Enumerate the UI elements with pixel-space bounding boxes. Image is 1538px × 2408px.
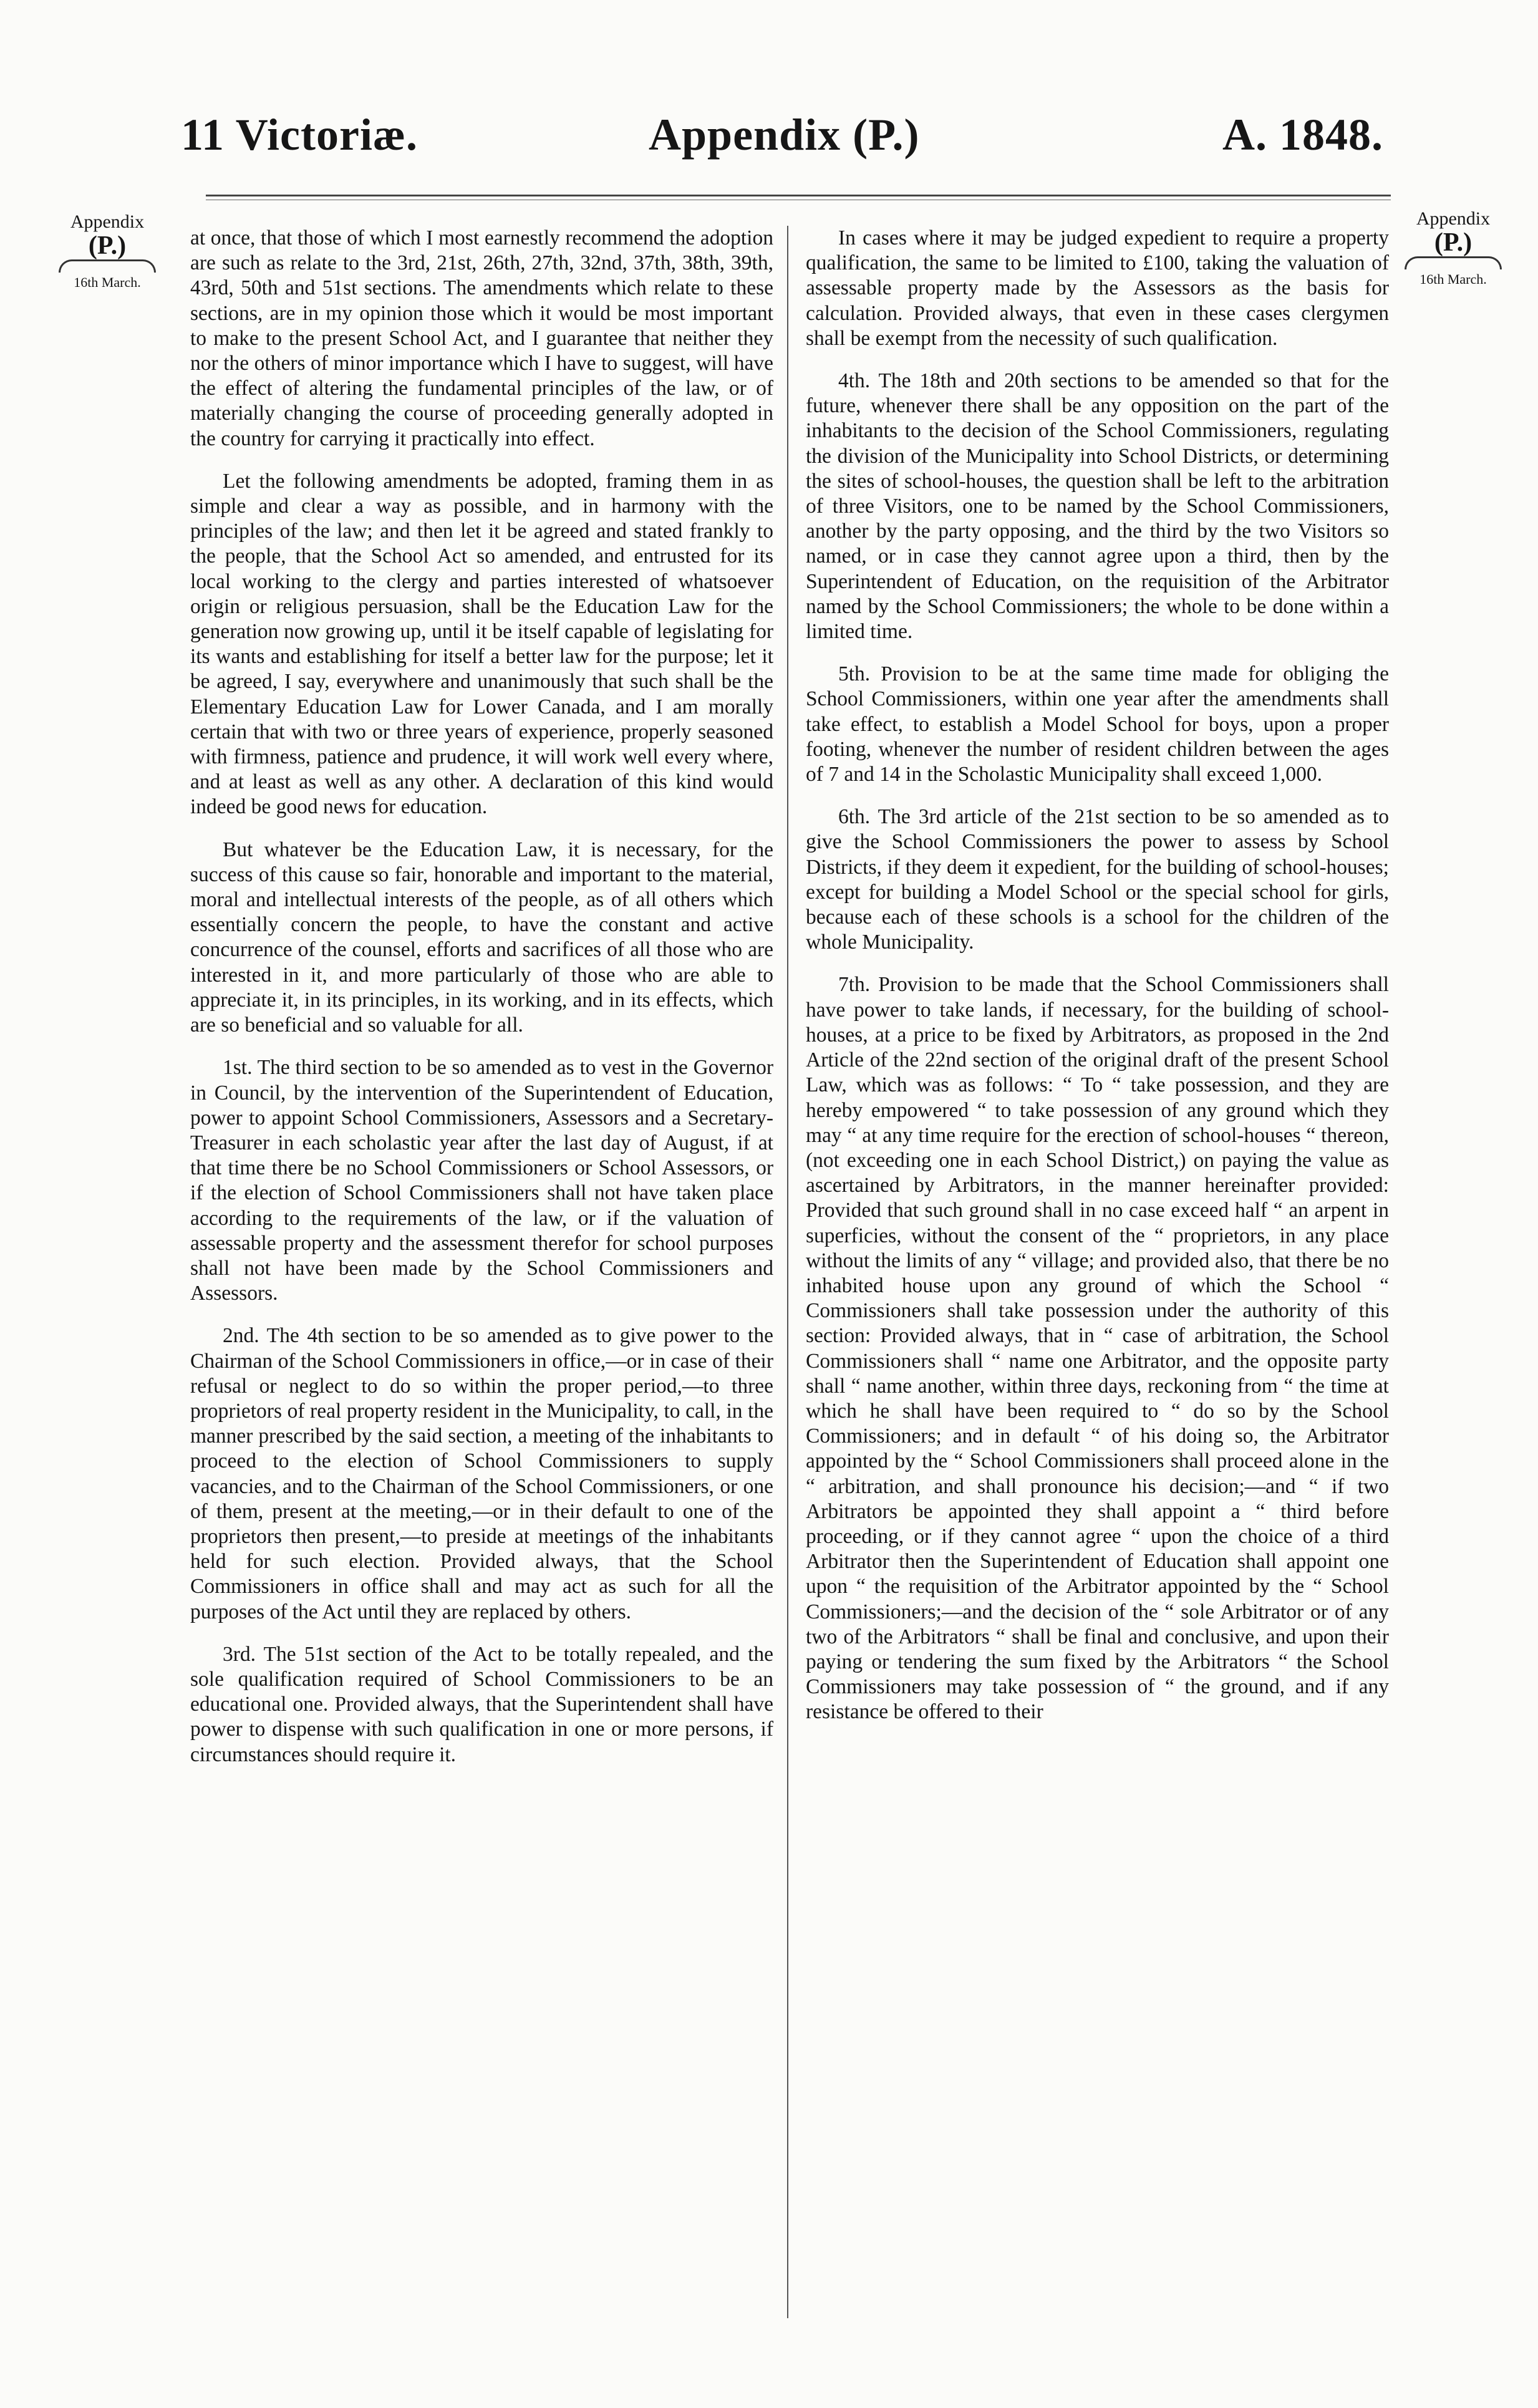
header-session: 11 Victoriæ. xyxy=(181,110,418,160)
header-year: A. 1848. xyxy=(1222,110,1383,160)
margin-brace xyxy=(1405,256,1502,269)
paragraph: In cases where it may be judged expedient to require a property qualification, the same to be limited to £100, taking the valuation of assessable property made by the Assessors as the basis for calculation. Provided always, that even in these cases clergymen shall be exempt from the necessity of such qualification. xyxy=(806,226,1389,350)
margin-date: 16th March. xyxy=(74,274,141,290)
paragraph-amendment-1: 1st. The third section to be so amended as to vest in the Governor in Council, by the intervention of the Superintendent of Education, power to appoint School Commissioners, Assessors and a Secretary-Treasurer in each scholastic year after the last day of August, if at that time there be no School Commissioners or School Assessors, or if the election of School Commissioners shall not have taken place according to the requirements of the law, or if the valuation of assessable property and the assessment therefor for school purposes shall not have been made by the School Commissioners and Assessors. xyxy=(190,1056,773,1305)
margin-appendix-label: Appendix xyxy=(1416,208,1491,229)
margin-section-label: (P.) xyxy=(88,231,127,260)
paragraph-amendment-7: 7th. Provision to be made that the School Commissioners shall have power to take lands, if necessary, for the building of school-houses, at a price to be fixed by Arbitrators, as proposed in the 2nd Article of the 22nd section of the original draft of the present School Law, which was as follows: “ To “ take possession, and they are hereby empowered “ to take possession of any ground which they may “ at any time require for the erection of school-houses “ thereon, (not exceeding one in each School District,) on paying the value as ascertained by Arbitrators, in the manner hereinafter provided: Provided that such ground shall in no case exceed half “ an arpent in superficies, without the consent of the “ proprietors, in any place without the limits of any “ village; and provided also, that there be no inhabited house upon any ground of which the School “ Commissioners shall take possession under the authority of this section: Provided always, that in “ case of arbitration, the School Commissioners shall “ name one Arbitrator, and the opposite party shall “ name another, within three days, reckoning from “ the time at which he shall have been required to “ do so by the School Commissioners; and in default “ of his doing so, the Arbitrator appointed by the “ School Commissioners shall proceed alone in the “ arbitration, and shall pronounce his decision;—and “ if two Arbitrators be appointed they shall appoint a “ third before proceeding, or if they cannot agree “ upon the choice of a third Arbitrator then the Superintendent of Education shall appoint one upon “ the requisition of the Arbitrator appointed by the “ School Commissioners;—and the decision of the “ sole Arbitrator or of any two of the Arbitrators “ shall be final and conclusive, and upon their paying or tendering the sum fixed by the Arbitrators “ the School Commissioners may take possession of “ the ground, and if any resistance be offered to their xyxy=(806,973,1389,1724)
margin-brace xyxy=(59,259,156,273)
paragraph: Let the following amendments be adopted, framing them in as simple and clear a way as possible, and in harmony with the principles of the law; and then let it be agreed and stated frankly to the people, that the School Act so amended, and entrusted for its local working to the clergy and parties interested of whatsoever origin or religious persuasion, shall be the Education Law for the generation now growing up, until it be itself capable of legislating for its wants and establishing for itself a better law for the purpose; let it be agreed, I say, everywhere and unanimously that such shall be the Elementary Education Law for Lower Canada, and I am morally certain that with two or three years of experience, properly seasoned with firmness, patience and prudence, it will work well every where, and at least as well as any other. A declaration of this kind would indeed be good news for education. xyxy=(190,469,773,819)
paragraph-amendment-5: 5th. Provision to be at the same time made for obliging the School Commissioners, within one year after the amendments shall take effect, to establish a Model School for boys, upon a proper footing, whenever the number of resident children between the ages of 7 and 14 in the Scholastic Municipality shall exceed 1,000. xyxy=(806,662,1389,786)
header-rule xyxy=(206,195,1391,196)
paragraph-amendment-3: 3rd. The 51st section of the Act to be totally repealed, and the sole qualification required of School Commissioners to be an educational one. Provided always, that the Superintendent shall have power to dispense with such qualification in one or more persons, if circumstances should require it. xyxy=(190,1642,773,1766)
paragraph-amendment-2: 2nd. The 4th section to be so amended as to give power to the Chairman of the School Commissioners in office,—or in case of their refusal or neglect to do so within the proper period,—to three proprietors of real property resident in the Municipality, to call, in the manner prescribed by the said section, a meeting of the inhabitants to proceed to the election of School Commissioners to supply vacancies, and to the Chairman of the School Commissioners, or one of them, present at the meeting,—or in their default to one of the proprietors then present,—to preside at meetings of the inhabitants held for such election. Provided always, that the School Commissioners in office shall and may act as such for all the purposes of the Act until they are replaced by others. xyxy=(190,1324,773,1623)
paragraph: at once, that those of which I most earnestly recommend the adoption are such as relate to the 3rd, 21st, 26th, 27th, 32nd, 37th, 38th, 39th, 43rd, 50th and 51st sections. The amendments which relate to these sections, are in my opinion those which it would be most important to make to the present School Act, and I guarantee that neither they nor the others of minor importance which I have to suggest, will have the effect of altering the fundamental principles of the law, or of materially changing the course of proceeding generally adopted in the country for carrying it practically into effect. xyxy=(190,226,773,450)
left-column xyxy=(190,226,773,1785)
margin-date: 16th March. xyxy=(1420,271,1487,287)
margin-section-label: (P.) xyxy=(1434,228,1473,257)
margin-note-left xyxy=(51,212,163,289)
right-column xyxy=(806,226,1389,1743)
paragraph-amendment-6: 6th. The 3rd article of the 21st section to be so amended as to give the School Commissioners the power to assess by School Districts, if they deem it expedient, for the building of school-houses; except for building a Model School or the special school for girls, because each of these schools is a school for the children of the whole Municipality. xyxy=(806,805,1389,954)
paragraph-amendment-4: 4th. The 18th and 20th sections to be amended so that for the future, whenever there shall be any opposition on the part of the inhabitants to the decision of the School Commissioners, regulating the division of the Municipality into School Districts, or determining the sites of school-houses, the question shall be left to the arbitration of three Visitors, one to be named by the School Commissioners, another by the party opposing, and the third by the two Visitors so named, or in case they cannot agree upon a third, then by the Superintendent of Education, on the requisition of the Arbitrator named by the School Commissioners; the whole to be done within a limited time. xyxy=(806,369,1389,644)
header-appendix: Appendix (P.) xyxy=(649,110,920,160)
paragraph: But whatever be the Education Law, it is necessary, for the success of this cause so fair, honorable and important to the material, moral and intellectual interests of the people, as of all others which essentially concern the people, to have the constant and active concurrence of the counsel, efforts and sacrifices of all those who are interested in it, and more particularly of those who are able to appreciate it, in its principles, in its working, and in its effects, which are so beneficial and so valuable for all. xyxy=(190,838,773,1037)
margin-appendix-label: Appendix xyxy=(70,211,145,232)
margin-note-right xyxy=(1397,209,1509,286)
column-divider xyxy=(787,226,788,2318)
